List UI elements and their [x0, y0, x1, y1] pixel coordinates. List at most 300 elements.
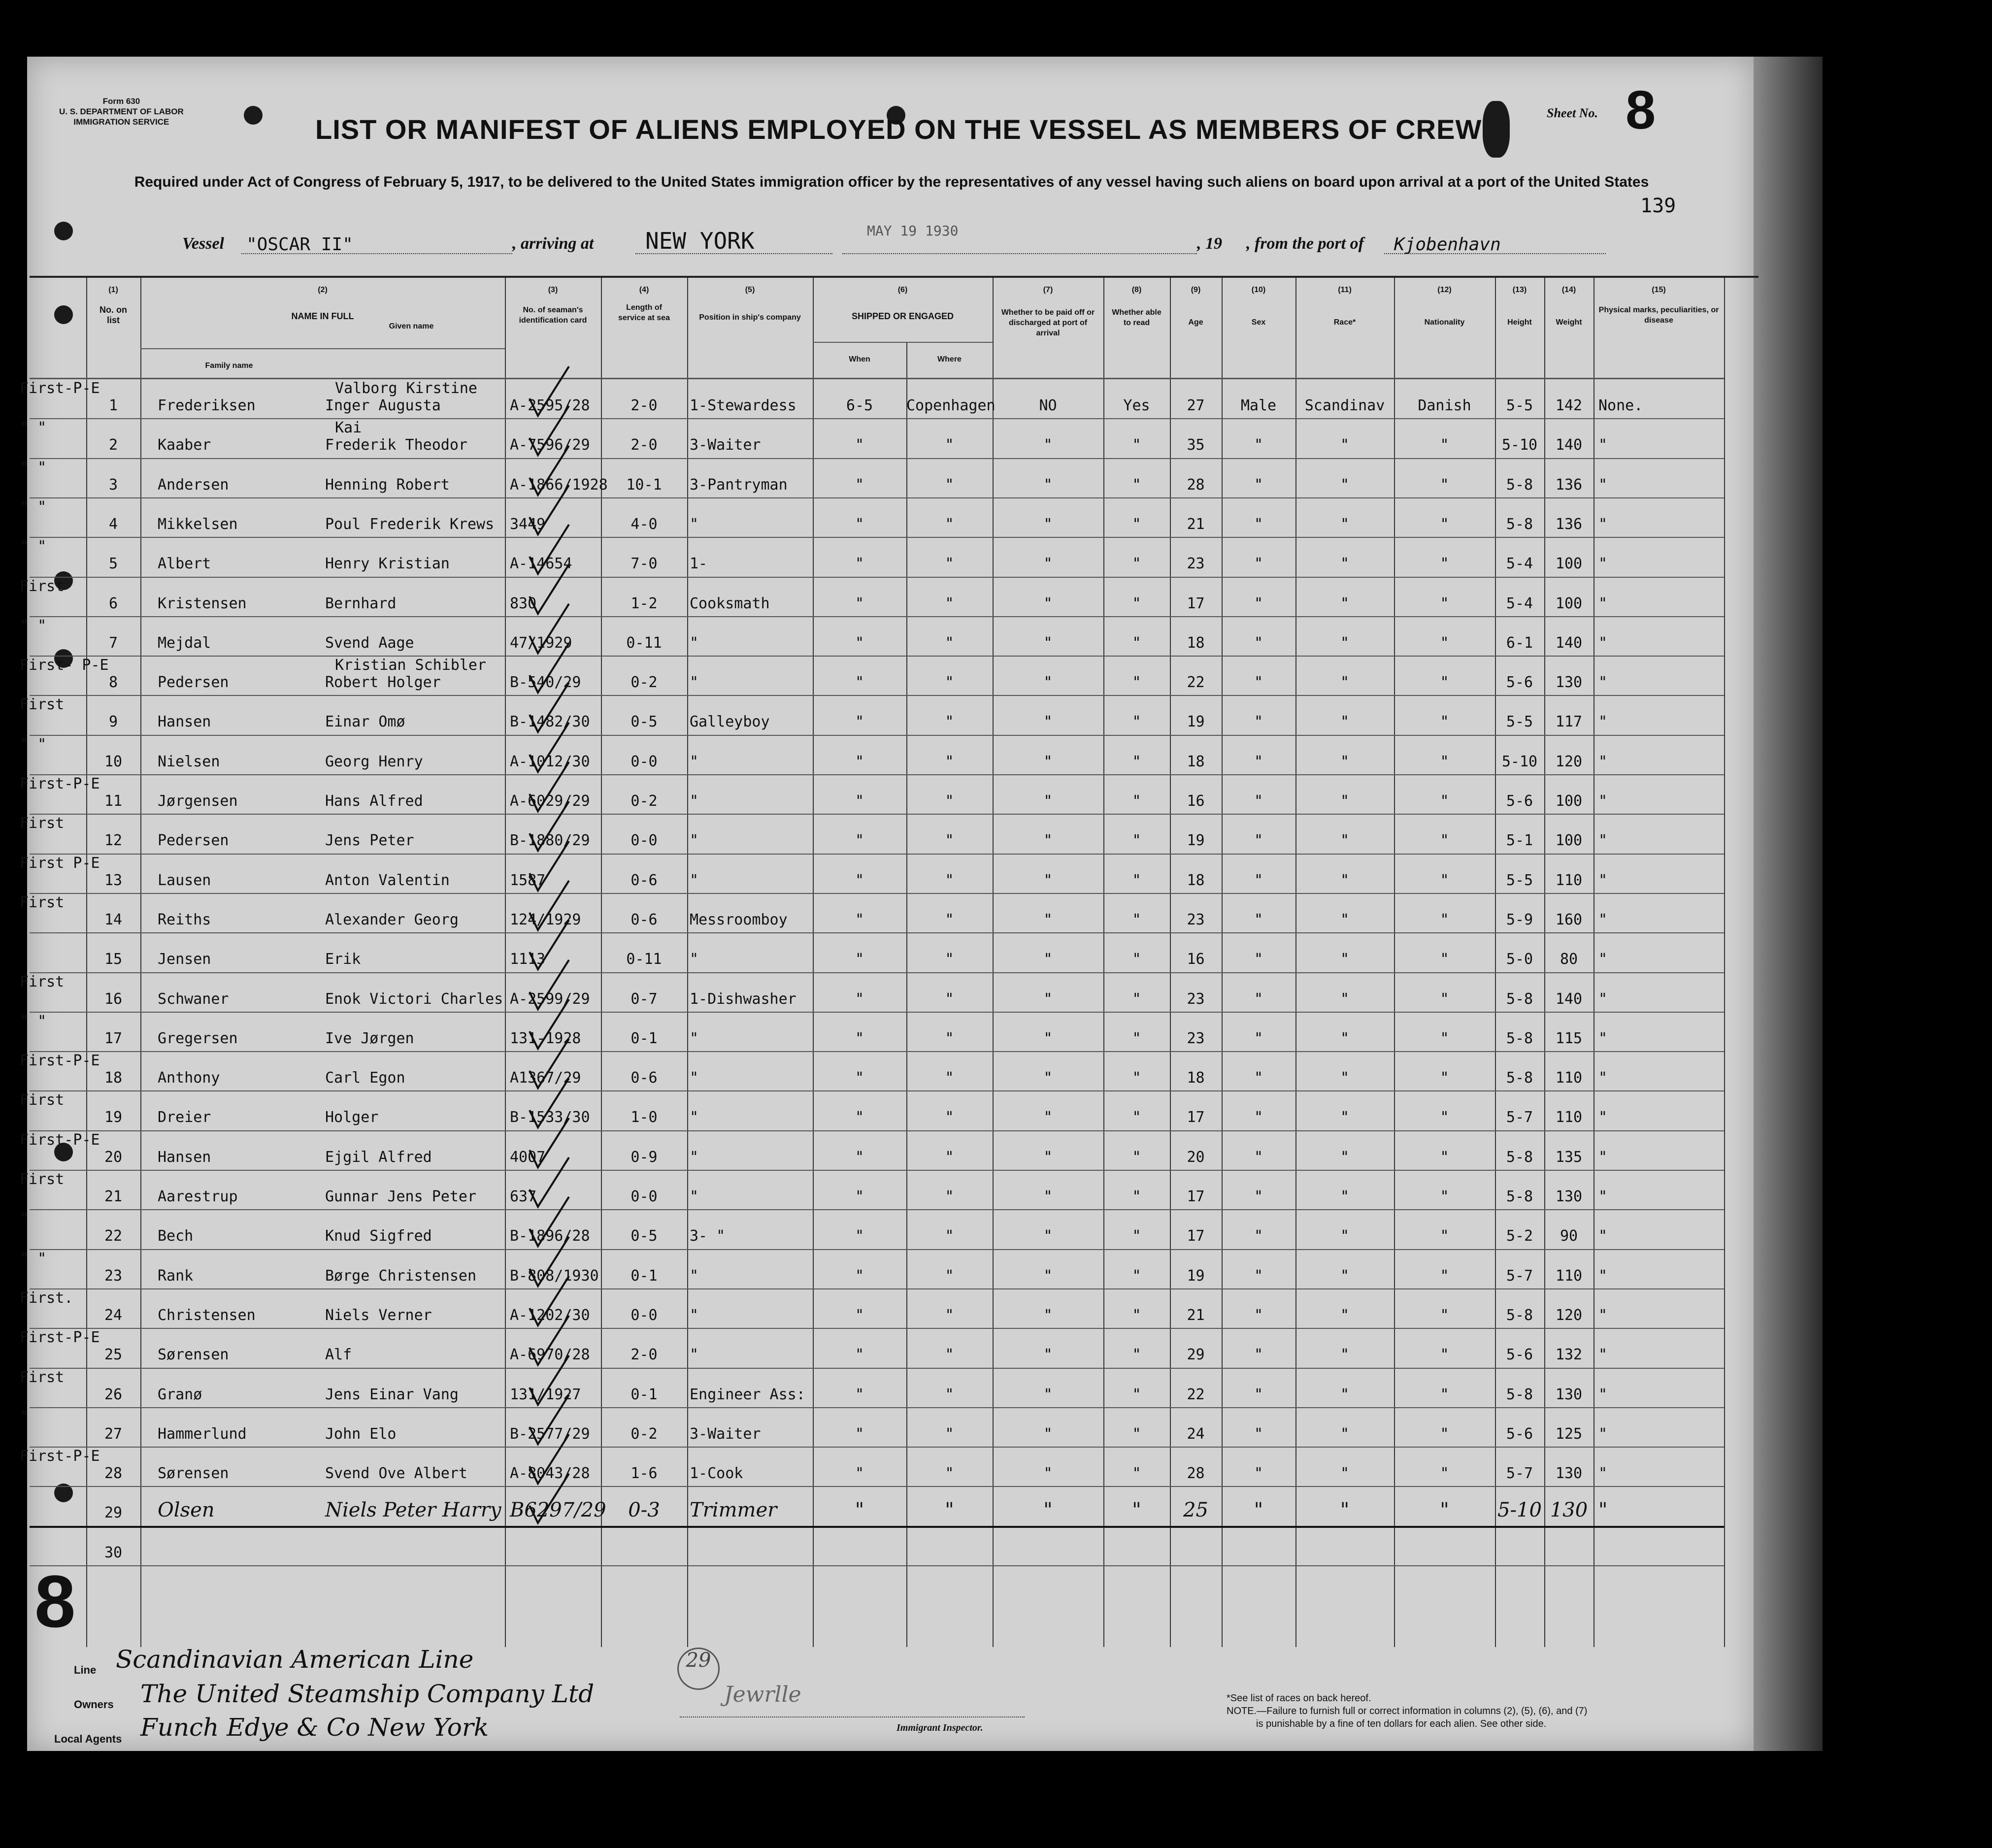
form-number: Form 630	[102, 97, 140, 106]
table-row	[20, 1130, 1759, 1170]
shipped-when: "	[855, 990, 864, 1008]
weight: 80	[1560, 951, 1578, 968]
table-row	[20, 1209, 1759, 1249]
row-number: 10	[104, 753, 123, 770]
shipped-when: "	[855, 594, 864, 612]
height: 5-4	[1506, 555, 1533, 573]
race: "	[1340, 753, 1350, 770]
able-to-read: "	[1132, 990, 1141, 1008]
shipped-where: "	[945, 1227, 954, 1245]
service-length: 0-9	[631, 1148, 658, 1166]
position: "	[690, 1029, 699, 1047]
id-card: 47/1929	[510, 634, 572, 652]
check-mark-icon	[527, 1471, 571, 1525]
shipped-where: "	[945, 1499, 954, 1522]
weight: 136	[1555, 515, 1583, 533]
nationality: "	[1440, 1069, 1449, 1087]
nationality: "	[1440, 476, 1449, 494]
family-name: Kaaber	[158, 436, 211, 454]
sex: "	[1254, 674, 1263, 692]
weight: 160	[1555, 911, 1583, 928]
id-card: B-1880/29	[510, 832, 590, 850]
race: "	[1340, 1465, 1350, 1483]
col-num-14: (14)	[1561, 286, 1576, 294]
paid-off: NO	[1039, 397, 1057, 414]
age: 23	[1187, 911, 1205, 928]
sex: "	[1254, 832, 1263, 850]
height: 5-8	[1506, 990, 1533, 1008]
row-number: 30	[104, 1544, 123, 1561]
service-length: 0-0	[631, 753, 658, 770]
service-length: 0-11	[626, 951, 662, 968]
service-length: 0-2	[631, 792, 658, 810]
race: "	[1340, 436, 1350, 454]
row-number: 18	[104, 1069, 123, 1087]
family-name: Gregersen	[158, 1029, 238, 1047]
given-name: Frederik Theodor	[325, 436, 467, 454]
nationality: "	[1440, 713, 1449, 731]
physical-marks: "	[1598, 1425, 1608, 1443]
nationality: "	[1440, 1306, 1449, 1324]
given-name: John Elo	[325, 1425, 397, 1443]
height: 5-5	[1506, 871, 1533, 889]
height: 5-6	[1506, 674, 1533, 692]
row-number: 17	[104, 1029, 123, 1047]
paid-off: "	[1043, 1029, 1053, 1047]
age: 21	[1187, 1306, 1205, 1324]
col-num-1: (1)	[108, 286, 118, 294]
col-num-9: (9)	[1191, 286, 1201, 294]
table-row	[20, 656, 1759, 695]
physical-marks: "	[1598, 832, 1608, 850]
age: 24	[1187, 1425, 1205, 1443]
paid-off: "	[1043, 951, 1053, 968]
col-num-4: (4)	[639, 286, 649, 294]
col-num-5: (5)	[745, 286, 755, 294]
service-length: 7-0	[631, 555, 658, 573]
able-to-read: "	[1132, 1188, 1141, 1205]
physical-marks: "	[1598, 476, 1608, 494]
header-name-in-full: NAME IN FULL	[291, 311, 354, 321]
shipped-when: "	[855, 476, 864, 494]
able-to-read: "	[1132, 594, 1141, 612]
service-length: 1-0	[631, 1109, 658, 1126]
height: 5-2	[1506, 1227, 1533, 1245]
circled-count: 29	[677, 1648, 720, 1690]
sex: Male	[1240, 397, 1277, 414]
family-name: Christensen	[158, 1306, 256, 1324]
shipped-when: "	[855, 911, 864, 928]
table-row	[20, 537, 1759, 576]
id-card: B-540/29	[510, 674, 581, 692]
able-to-read: "	[1132, 515, 1141, 533]
race: "	[1340, 476, 1350, 494]
weight: 135	[1555, 1148, 1583, 1166]
age: 20	[1187, 1148, 1205, 1166]
owners-value: The United Steamship Company Ltd	[140, 1680, 595, 1708]
sheet-number: 8	[1626, 80, 1656, 140]
shipped-when: "	[855, 1425, 864, 1443]
age: 25	[1183, 1499, 1208, 1522]
id-card: B-1533/30	[510, 1109, 590, 1126]
height: 5-8	[1506, 1148, 1533, 1166]
header-shipped: SHIPPED OR ENGAGED	[851, 311, 954, 321]
header-nationality: Nationality	[1424, 318, 1465, 327]
service-length: 2-0	[631, 436, 658, 454]
col-num-3: (3)	[548, 286, 558, 294]
paid-off: "	[1043, 1346, 1053, 1364]
height: 5-6	[1506, 1425, 1533, 1443]
table-row	[20, 418, 1759, 458]
sheet-label: Sheet No.	[1547, 106, 1598, 120]
id-card: B-2577/29	[510, 1425, 590, 1443]
weight: 120	[1555, 753, 1583, 770]
weight: 110	[1555, 1069, 1583, 1087]
given-name: Poul Frederik Krews	[325, 515, 495, 533]
age: 17	[1187, 594, 1205, 612]
age: 16	[1187, 792, 1205, 810]
able-to-read: "	[1132, 713, 1141, 731]
weight: 130	[1555, 1386, 1583, 1403]
shipped-where: "	[945, 1109, 954, 1126]
service-length: 0-6	[631, 871, 658, 889]
col-num-7: (7)	[1043, 286, 1053, 294]
sex: "	[1254, 1346, 1263, 1364]
header-service: Length of service at sea	[618, 303, 670, 322]
family-name: Kristensen	[158, 594, 247, 612]
table-row	[20, 972, 1759, 1012]
paid-off: "	[1043, 476, 1053, 494]
given-name-above: Kai	[335, 419, 362, 437]
shipped-when: "	[855, 1465, 864, 1483]
line-value: Scandinavian American Line	[116, 1645, 474, 1674]
given-name: Gunnar Jens Peter	[325, 1188, 477, 1205]
table-row	[20, 577, 1759, 616]
from-value: Kjobenhavn	[1394, 234, 1501, 255]
row-number: 11	[104, 792, 123, 810]
row-note: "	[20, 1408, 29, 1425]
able-to-read: "	[1132, 1227, 1141, 1245]
service-length: 0-5	[631, 1227, 658, 1245]
sex: "	[1254, 1499, 1263, 1522]
given-name: Einar Omø	[325, 713, 405, 731]
age: 28	[1187, 476, 1205, 494]
physical-marks: "	[1598, 1069, 1608, 1087]
weight: 100	[1555, 594, 1583, 612]
row-note: First	[20, 973, 65, 990]
table-row	[20, 1090, 1759, 1130]
id-card: A-14654	[510, 555, 572, 573]
id-card: 131/1927	[510, 1386, 581, 1403]
shipped-when: "	[855, 1188, 864, 1205]
race: "	[1340, 1148, 1350, 1166]
able-to-read: "	[1132, 1346, 1141, 1364]
service-length: 0-6	[631, 1069, 658, 1087]
row-number: 27	[104, 1425, 123, 1443]
race: "	[1340, 911, 1350, 928]
from-label: , from the port of	[1246, 234, 1364, 253]
physical-marks: "	[1598, 1188, 1608, 1205]
height: 5-8	[1506, 515, 1533, 533]
row-number: 6	[108, 594, 118, 612]
row-note: First	[20, 893, 65, 911]
service-length: 1-2	[631, 594, 658, 612]
shipped-where: "	[945, 792, 954, 810]
family-name: Sørensen	[158, 1346, 229, 1364]
shipped-when: "	[855, 1499, 864, 1522]
row-number: 21	[104, 1188, 123, 1205]
family-name: Frederiksen	[158, 397, 256, 414]
row-note: First-P-E	[20, 1448, 100, 1465]
paid-off: "	[1043, 594, 1053, 612]
sex: "	[1254, 594, 1263, 612]
shipped-when: "	[855, 1069, 864, 1087]
header-no-on-list: No. on list	[100, 305, 127, 325]
race: Scandinav	[1304, 397, 1385, 414]
position: "	[690, 871, 699, 889]
row-number: 9	[108, 713, 118, 731]
height: 5-8	[1506, 476, 1533, 494]
given-name: Ejgil Alfred	[325, 1148, 432, 1166]
race: "	[1340, 1306, 1350, 1324]
sex: "	[1254, 753, 1263, 770]
age: 22	[1187, 1386, 1205, 1403]
header-id-card: No. of seaman's identification card	[519, 306, 587, 325]
nationality: "	[1440, 674, 1449, 692]
given-name: Svend Ove Albert	[325, 1465, 467, 1483]
position: "	[690, 792, 699, 810]
department: U. S. DEPARTMENT OF LABOR	[59, 107, 184, 116]
nationality: "	[1440, 594, 1449, 612]
service-length: 0-0	[631, 832, 658, 850]
shipped-where: "	[945, 1386, 954, 1403]
given-name: Bernhard	[325, 594, 397, 612]
table-row	[20, 695, 1759, 734]
table-row	[20, 1051, 1759, 1090]
family-name: Pedersen	[158, 674, 229, 692]
physical-marks: "	[1598, 594, 1608, 612]
position: "	[690, 515, 699, 533]
row-number: 26	[104, 1386, 123, 1403]
weight: 115	[1555, 1029, 1583, 1047]
row-note: First.	[20, 1289, 73, 1307]
paid-off: "	[1043, 1267, 1053, 1285]
manifest-subtitle: Required under Act of Congress of February 5, 1917, to be delivered to the United States immigration officer by the representatives of any vessel having such aliens on board upon arrival at a port of the United States	[134, 174, 1649, 190]
header-paid-off: Whether to be paid off or discharged at port of arrival	[1001, 308, 1095, 337]
service-length: 0-0	[631, 1188, 658, 1205]
nationality: "	[1440, 1346, 1449, 1364]
paid-off: "	[1043, 753, 1053, 770]
id-card: 4007	[510, 1148, 546, 1166]
family-name: Jensen	[158, 951, 211, 968]
age: 23	[1187, 555, 1205, 573]
shipped-when: "	[855, 1306, 864, 1324]
date-underline	[842, 253, 1197, 254]
able-to-read: "	[1132, 674, 1141, 692]
row-note: First-P-E	[20, 380, 100, 397]
family-name: Dreier	[158, 1109, 211, 1126]
stamp-number: 139	[1640, 195, 1676, 217]
footer-notes	[1227, 1692, 1587, 1730]
row-note: First-P-E	[20, 1131, 100, 1149]
row-note: First-P-E	[20, 1052, 100, 1070]
height: 5-8	[1506, 1386, 1533, 1403]
table-row	[30, 1526, 1759, 1565]
vessel-name: "OSCAR II"	[246, 234, 353, 255]
service-length: 0-1	[631, 1267, 658, 1285]
id-card: A1367/29	[510, 1069, 581, 1087]
date-stamp: MAY 19 1930	[867, 223, 959, 239]
physical-marks: "	[1598, 674, 1608, 692]
physical-marks: "	[1598, 1227, 1608, 1245]
id-card: 1113	[510, 951, 546, 968]
arriving-value: NEW YORK	[645, 228, 755, 254]
given-name: Erik	[325, 951, 361, 968]
weight: 125	[1555, 1425, 1583, 1443]
agents-value: Funch Edye & Co New York	[140, 1713, 489, 1742]
row-number: 19	[104, 1109, 123, 1126]
age: 28	[1187, 1465, 1205, 1483]
nationality: "	[1440, 1148, 1449, 1166]
position: 3-Pantryman	[690, 476, 788, 494]
shipped-when: "	[855, 1109, 864, 1126]
nationality: "	[1440, 1267, 1449, 1285]
row-note: First	[20, 815, 65, 832]
age: 18	[1187, 871, 1205, 889]
sex: "	[1254, 476, 1263, 494]
row-note: " "	[20, 1250, 47, 1267]
table-row	[20, 814, 1759, 853]
shipped-when: "	[855, 555, 864, 573]
row-number: 29	[104, 1504, 123, 1522]
age: 19	[1187, 1267, 1205, 1285]
sex: "	[1254, 1069, 1263, 1087]
race: "	[1340, 1346, 1350, 1364]
service-length: 2-0	[631, 397, 658, 414]
table-row	[30, 932, 1759, 972]
sex: "	[1254, 1148, 1263, 1166]
sex: "	[1254, 911, 1263, 928]
nationality: "	[1440, 753, 1449, 770]
given-name: Børge Christensen	[325, 1267, 477, 1285]
able-to-read: "	[1132, 1029, 1141, 1047]
id-card: A-2599/29	[510, 990, 590, 1008]
table-row	[20, 1249, 1759, 1288]
position: 3- "	[690, 1227, 726, 1245]
family-name: Aarestrup	[158, 1188, 238, 1205]
shipped-where: "	[945, 594, 954, 612]
physical-marks: "	[1598, 990, 1608, 1008]
header-age: Age	[1188, 318, 1203, 327]
family-name: Hammerlund	[158, 1425, 247, 1443]
service-length: 0-1	[631, 1029, 658, 1047]
shipped-when: "	[855, 1386, 864, 1403]
header-height: Height	[1507, 318, 1532, 327]
family-name: Bech	[158, 1227, 194, 1245]
row-note: "	[20, 1210, 29, 1228]
vessel-label: Vessel	[182, 234, 224, 253]
sex: "	[1254, 951, 1263, 968]
given-name: Alf	[325, 1346, 352, 1364]
position: "	[690, 1306, 699, 1324]
shipped-where: "	[945, 634, 954, 652]
weight: 100	[1555, 832, 1583, 850]
family-name: Nielsen	[158, 753, 220, 770]
physical-marks: "	[1598, 1029, 1608, 1047]
nationality: "	[1440, 1499, 1449, 1522]
service-length: 10-1	[626, 476, 662, 494]
age: 35	[1187, 436, 1205, 454]
position: 1-	[690, 555, 708, 573]
punch-hole	[244, 106, 263, 125]
family-name: Mejdal	[158, 634, 211, 652]
row-note: " "	[20, 735, 47, 753]
page-shadow-edge	[1754, 57, 1823, 1751]
position: "	[690, 753, 699, 770]
height: 5-8	[1506, 1069, 1533, 1087]
id-card: B-808/1930	[510, 1267, 599, 1285]
position: "	[690, 832, 699, 850]
race: "	[1340, 634, 1350, 652]
age: 16	[1187, 951, 1205, 968]
table-row	[20, 1170, 1759, 1209]
paid-off: "	[1043, 1227, 1053, 1245]
able-to-read: "	[1132, 832, 1141, 850]
paid-off: "	[1043, 792, 1053, 810]
service: IMMIGRATION SERVICE	[73, 117, 169, 127]
service-length: 0-1	[631, 1386, 658, 1403]
paid-off: "	[1043, 832, 1053, 850]
row-note: " "	[20, 1012, 47, 1030]
physical-marks: "	[1598, 436, 1608, 454]
physical-marks: "	[1598, 1499, 1608, 1522]
shipped-where: "	[945, 674, 954, 692]
race: "	[1340, 1069, 1350, 1087]
paid-off: "	[1043, 1306, 1053, 1324]
shipped-when: "	[855, 1346, 864, 1364]
table-row	[20, 854, 1759, 893]
id-card: A-2595/28	[510, 397, 590, 414]
id-card: A-1202/30	[510, 1306, 590, 1324]
paid-off: "	[1043, 555, 1053, 573]
height: 5-4	[1506, 594, 1533, 612]
able-to-read: "	[1132, 911, 1141, 928]
nationality: "	[1440, 1109, 1449, 1126]
given-name: Svend Aage	[325, 634, 414, 652]
physical-marks: "	[1598, 753, 1608, 770]
shipped-where: "	[945, 990, 954, 1008]
weight: 130	[1555, 1188, 1583, 1205]
shipped-where: "	[945, 1425, 954, 1443]
race: "	[1340, 951, 1350, 968]
physical-marks: "	[1598, 951, 1608, 968]
age: 21	[1187, 515, 1205, 533]
row-number: 8	[108, 674, 118, 692]
position: "	[690, 674, 699, 692]
row-note: First-P-E	[20, 1329, 100, 1347]
height: 5-5	[1506, 713, 1533, 731]
paid-off: "	[1043, 1188, 1053, 1205]
physical-marks: "	[1598, 634, 1608, 652]
id-card: 637	[510, 1188, 537, 1205]
family-name: Andersen	[158, 476, 229, 494]
paid-off: "	[1043, 1148, 1053, 1166]
shipped-where: "	[945, 555, 954, 573]
able-to-read: "	[1132, 1499, 1141, 1522]
race: "	[1340, 1267, 1350, 1285]
shipped-when: "	[855, 515, 864, 533]
age: 27	[1187, 397, 1205, 414]
